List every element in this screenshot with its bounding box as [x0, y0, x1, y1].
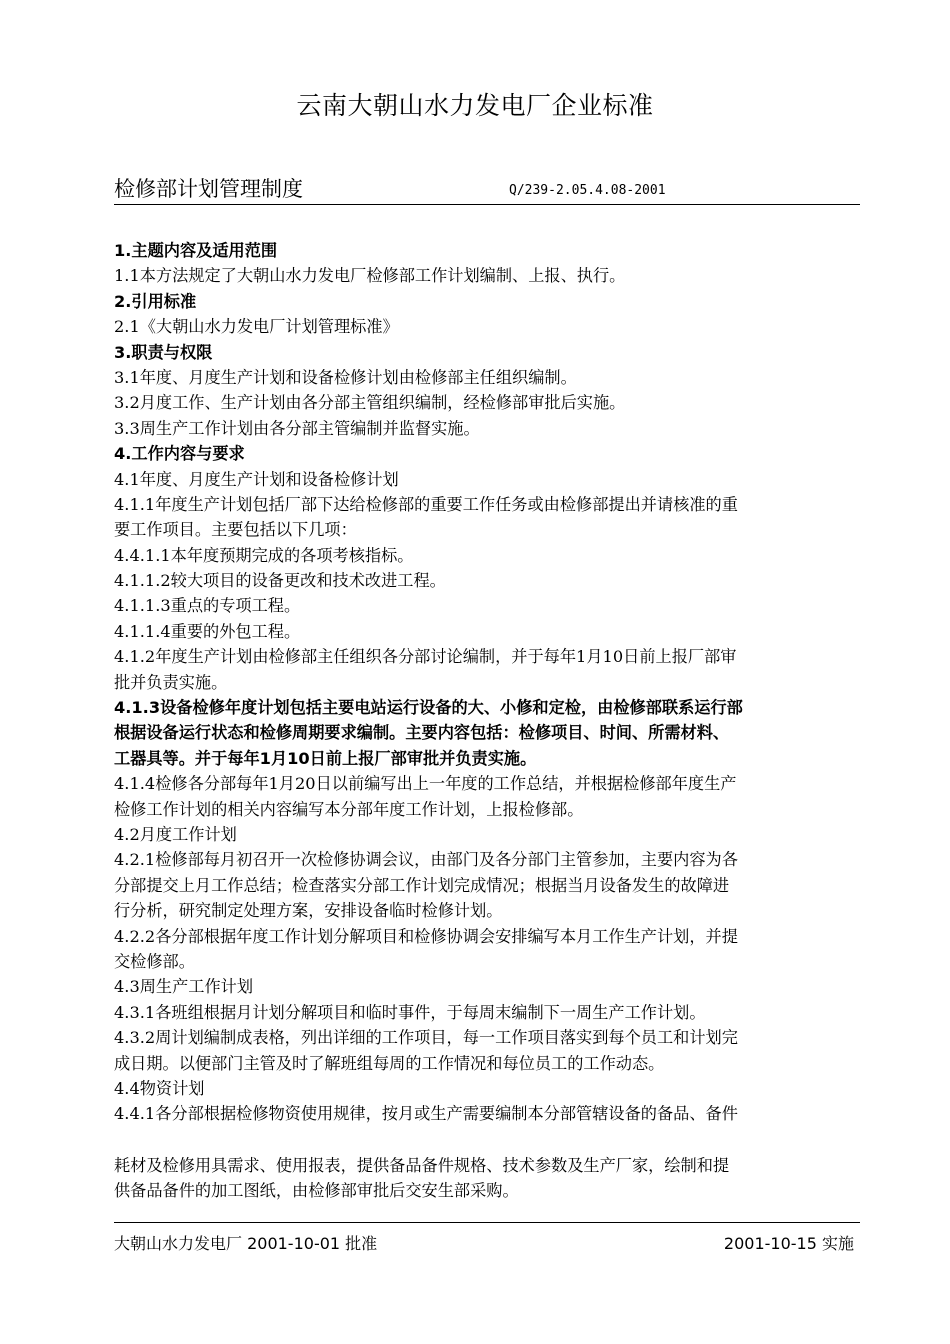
paragraph-line: 供备品备件的加工图纸，由检修部审批后交安生部采购。	[114, 1181, 519, 1201]
paragraph-line: 3.3周生产工作计划由各分部主管编制并监督实施。	[114, 418, 480, 438]
document-title: 云南大朝山水力发电厂企业标准	[296, 91, 654, 120]
paragraph-line: 4.1.2年度生产计划由检修部主任组织各分部讨论编制，并于每年1月10日前上报厂部审	[114, 647, 737, 667]
paragraph-line: 检修工作计划的相关内容编写本分部年度工作计划，上报检修部。	[114, 799, 584, 819]
effective-date: 2001-10-15 实施	[723, 1234, 854, 1253]
footer-divider	[114, 1222, 860, 1223]
standard-name: 检修部计划管理制度	[114, 177, 303, 201]
header-divider	[114, 204, 860, 205]
paragraph-line-bold: 工器具等。并于每年1月10日前上报厂部审批并负责实施。	[114, 748, 537, 768]
paragraph-line: 行分析，研究制定处理方案，安排设备临时检修计划。	[114, 901, 503, 921]
paragraph-line: 交检修部。	[114, 951, 195, 971]
paragraph-line: 2.1《大朝山水力发电厂计划管理标准》	[114, 317, 399, 337]
paragraph-line: 4.3.2周计划编制成表格，列出详细的工作项目，每一工作项目落实到每个员工和计划完	[114, 1028, 738, 1048]
standard-code: Q/239-2.05.4.08-2001	[509, 183, 666, 198]
paragraph-line: 批并负责实施。	[114, 672, 228, 692]
paragraph-line: 4.3周生产工作计划	[114, 977, 254, 997]
paragraph-line-bold: 4.1.3设备检修年度计划包括主要电站运行设备的大、小修和定检，由检修部联系运行部	[114, 698, 743, 718]
page-break-gap	[114, 1127, 874, 1153]
paragraph-line: 3.1年度、月度生产计划和设备检修计划由检修部主任组织编制。	[114, 367, 577, 387]
paragraph-line: 1.1本方法规定了大朝山水力发电厂检修部工作计划编制、上报、执行。	[114, 266, 626, 286]
paragraph-line: 耗材及检修用具需求、使用报表，提供备品备件规格、技术参数及生产厂家，绘制和提	[114, 1155, 730, 1175]
approval-note: 大朝山水力发电厂 2001-10-01 批准	[114, 1234, 378, 1253]
section-heading: 2.引用标准	[114, 291, 197, 311]
paragraph-line-bold: 根据设备运行状态和检修周期要求编制。主要内容包括：检修项目、时间、所需材料、	[114, 723, 730, 743]
paragraph-line: 4.2月度工作计划	[114, 824, 237, 844]
paragraph-line: 4.1.1.2较大项目的设备更改和技术改进工程。	[114, 571, 446, 591]
paragraph-line: 4.3.1各班组根据月计划分解项目和临时事件，于每周末编制下一周生产工作计划。	[114, 1002, 706, 1022]
paragraph-line: 要工作项目。主要包括以下几项：	[114, 520, 357, 540]
paragraph-line: 4.1.1.3重点的专项工程。	[114, 596, 301, 616]
document-body	[114, 238, 874, 1203]
paragraph-line: 4.1.4检修各分部每年1月20日以前编写出上一年度的工作总结，并根据检修部年度生产	[114, 774, 737, 794]
paragraph-line: 4.4.1.1本年度预期完成的各项考核指标。	[114, 545, 414, 565]
paragraph-line: 4.2.1检修部每月初召开一次检修协调会议，由部门及各分部门主管参加，主要内容为各	[114, 850, 738, 870]
section-heading: 4.工作内容与要求	[114, 444, 245, 464]
paragraph-line: 分部提交上月工作总结；检查落实分部工作计划完成情况；根据当月设备发生的故障进	[114, 875, 730, 895]
paragraph-line: 4.1.1.4重要的外包工程。	[114, 621, 301, 641]
paragraph-line: 4.1.1年度生产计划包括厂部下达给检修部的重要工作任务或由检修部提出并请核准的重	[114, 494, 738, 514]
paragraph-line: 4.4物资计划	[114, 1078, 205, 1098]
paragraph-line: 4.1年度、月度生产计划和设备检修计划	[114, 469, 399, 489]
paragraph-line: 4.4.1各分部根据检修物资使用规律，按月或生产需要编制本分部管辖设备的备品、备件	[114, 1104, 738, 1124]
section-heading: 3.职责与权限	[114, 342, 213, 362]
paragraph-line: 3.2月度工作、生产计划由各分部主管组织编制，经检修部审批后实施。	[114, 393, 626, 413]
section-heading: 1.主题内容及适用范围	[114, 241, 278, 260]
paragraph-line: 4.2.2各分部根据年度工作计划分解项目和检修协调会安排编写本月工作生产计划，并提	[114, 926, 738, 946]
paragraph-line: 成日期。以便部门主管及时了解班组每周的工作情况和每位员工的工作动态。	[114, 1053, 665, 1073]
